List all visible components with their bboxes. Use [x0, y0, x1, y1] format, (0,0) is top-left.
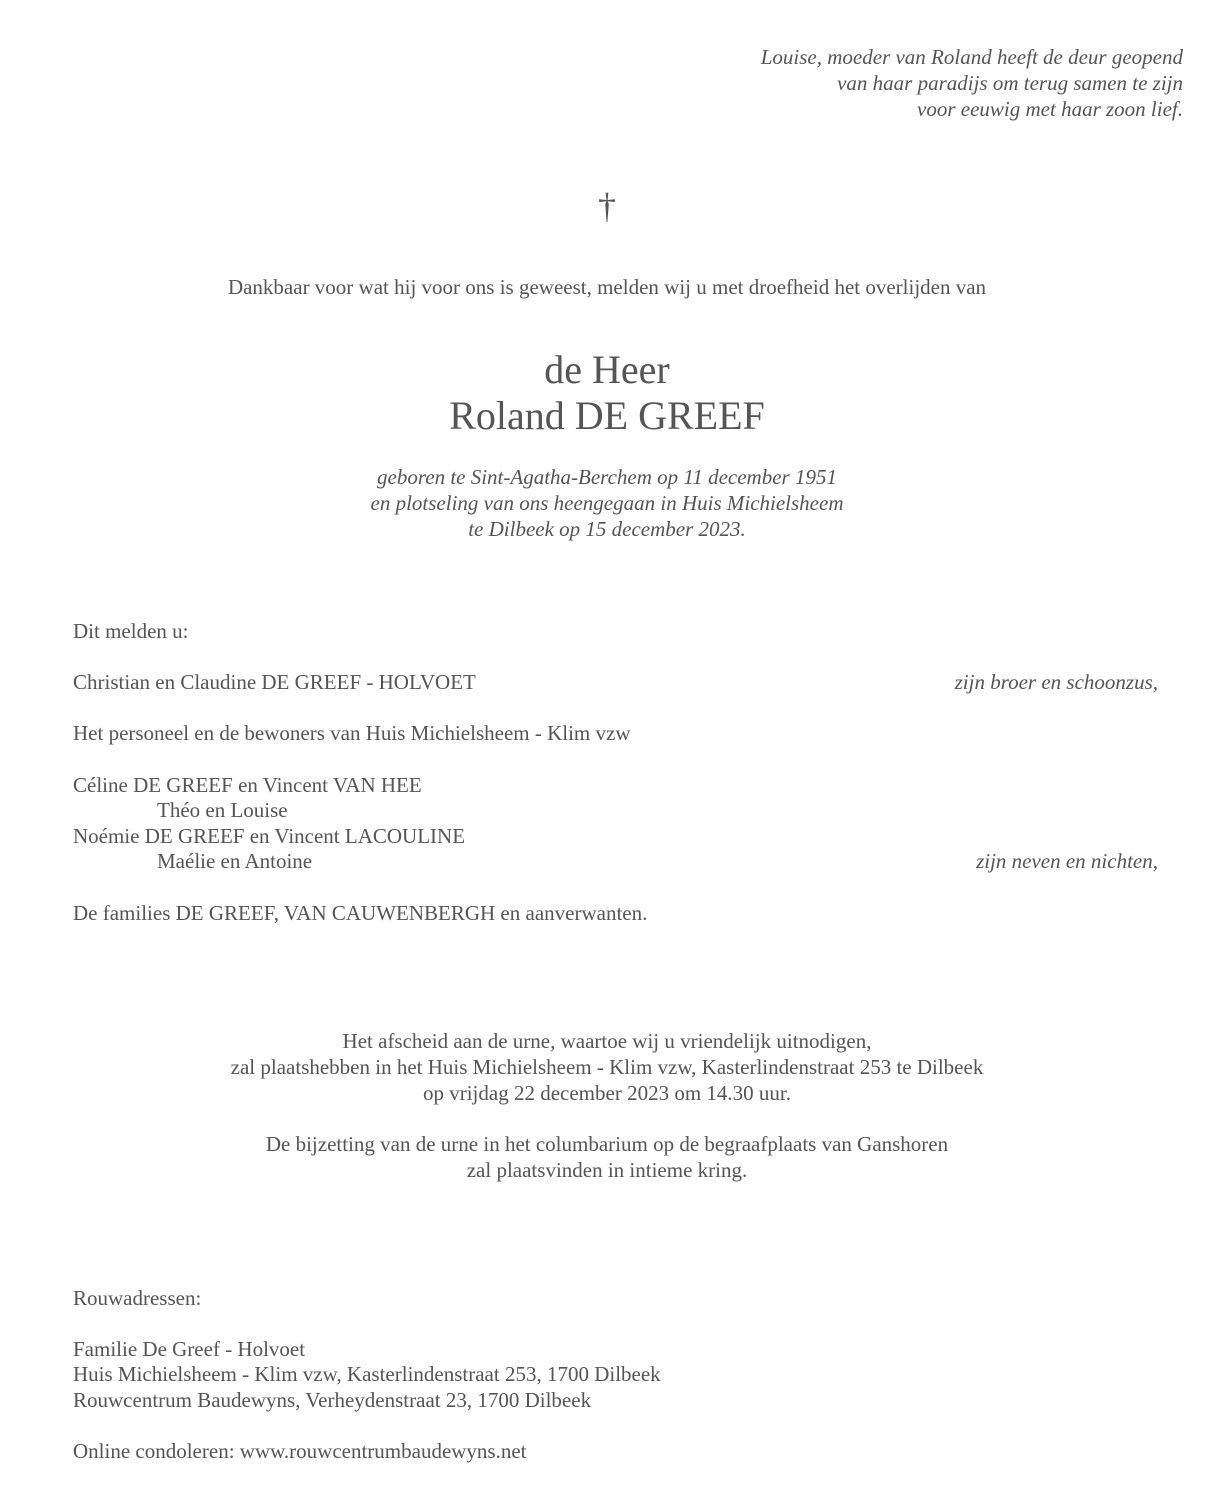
staff-line: Het personeel en de bewoners van Huis Michielsheem - Klim vzw [73, 721, 631, 745]
address-line: Familie De Greef - Holvoet [73, 1337, 306, 1361]
children-line: Théo en Louise [157, 798, 288, 822]
farewell-line: Het afscheid aan de urne, waartoe wij u vriendelijk uitnodigen, [342, 1029, 872, 1053]
deceased-title: de Heer [544, 347, 670, 392]
deceased-name-block [0, 347, 1214, 439]
cross-icon: † [598, 186, 616, 226]
poem-line: voor eeuwig met haar zoon lief. [917, 97, 1183, 121]
announcers-heading: Dit melden u: [73, 619, 189, 643]
nieces-relation: zijn neven en nichten, [976, 849, 1158, 873]
birth-death-line: en plotseling van ons heengegaan in Huis Michielsheem [370, 491, 844, 515]
birth-death-line: geboren te Sint-Agatha-Berchem op 11 december 1951 [377, 465, 837, 489]
niece-line: Céline DE GREEF en Vincent VAN HEE [73, 773, 422, 797]
interment-line: De bijzetting van de urne in het columbarium op de begraafplaats van Ganshoren [265, 1132, 949, 1156]
memorial-poem [761, 44, 1183, 122]
deceased-name: Roland DE GREEF [449, 393, 765, 438]
intro-text: Dankbaar voor wat hij voor ons is geweest, melden wij u met droefheid het overlijden van [227, 275, 987, 299]
niece-line: Noémie DE GREEF en Vincent LACOULINE [73, 824, 466, 848]
birth-death-details [0, 464, 1214, 542]
online-condolence-link[interactable]: Online condoleren: www.rouwcentrumbaudewyns.net [73, 1439, 527, 1463]
farewell-line: zal plaatshebben in het Huis Michielsheem - Klim vzw, Kasterlindenstraat 253 te Dilbeek [230, 1055, 984, 1079]
farewell-line: op vrijdag 22 december 2023 om 14.30 uur. [422, 1081, 791, 1105]
interment-details [0, 1131, 1214, 1183]
address-line: Rouwcentrum Baudewyns, Verheydenstraat 23, 1700 Dilbeek [73, 1388, 592, 1412]
sibling-names: Christian en Claudine DE GREEF - HOLVOET [73, 670, 476, 694]
poem-line: Louise, moeder van Roland heeft de deur geopend [760, 45, 1183, 69]
poem-line: van haar paradijs om terug samen te zijn [837, 71, 1183, 95]
addresses-heading: Rouwadressen: [73, 1286, 202, 1310]
families-line: De families DE GREEF, VAN CAUWENBERGH en aanverwanten. [73, 901, 648, 925]
address-line: Huis Michielsheem - Klim vzw, Kasterlindenstraat 253, 1700 Dilbeek [73, 1362, 661, 1386]
farewell-details [0, 1028, 1214, 1106]
children-line: Maélie en Antoine [157, 849, 313, 873]
birth-death-line: te Dilbeek op 15 december 2023. [468, 517, 746, 541]
interment-line: zal plaatsvinden in intieme kring. [466, 1158, 748, 1182]
sibling-relation: zijn broer en schoonzus, [954, 670, 1158, 694]
